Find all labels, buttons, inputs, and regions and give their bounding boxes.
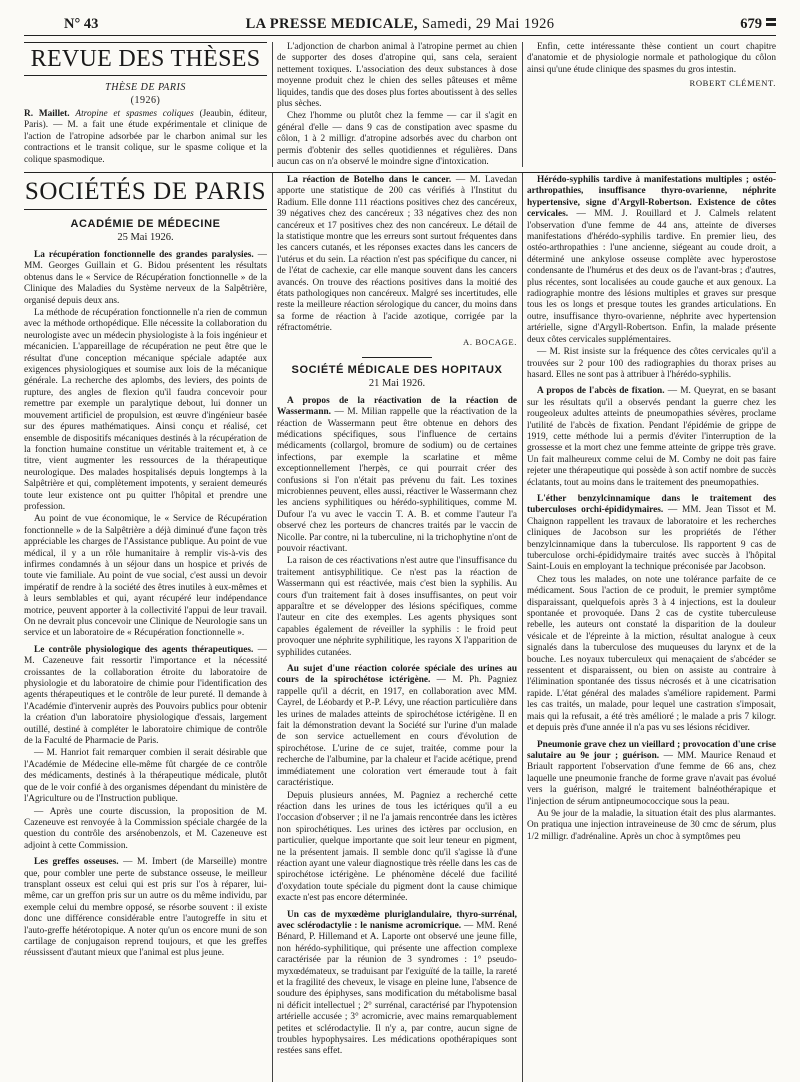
article: La récupération fonctionnelle des grandes paralysies. — MM. Georges Guillain et G. Bidou présentent les résultats obtenus dans le « Service de Récupération fonctionnelle » de la Clinique des Maladies du Système nerveux de la Salpêtrière, organisé depuis deux ans. (24, 250, 267, 306)
revue-subtitle: THÈSE DE PARIS (105, 82, 186, 93)
society-name: SOCIÉTÉ MÉDICALE DES HOPITAUX (291, 363, 503, 376)
article: Un cas de myxœdème pluriglandulaire, thyro-surrénal, avec sclérodactylie : le nanisme acromicrique. — MM. René Bénard, P. Hillemand et A. Laporte ont observé une jeune fille, non hérédo-syphilitique, qui présente une affection complexe caractérisée par la réunion de 3 syndromes : 1° pseudo-myxœdémateux, se traduisant par l'exiguïté de la taille, la rareté et la fragilité des cheveux, le visage en pleine lune, l'absence de soudure des épiphyses, sans modification du métabolisme basal ni déficit intellectuel ; 2° surrénal, caractérisé par l'hypotension artérielle accusée ; 3° acromicrie, avec mains remarquablement petites et sclérodactylie. Il n'y a, par contre, aucun signe de troubles hypophysaires. Les médications opothérapiques sont restées sans effet. (277, 909, 517, 1057)
article: Pneumonie grave chez un vieillard ; provocation d'une crise salutaire au 9e jour ; guérison. — MM. Maurice Renaud et Briault rapportent l'observation d'une femme de 66 ans, chez laquelle une pneumonie franche de forme grave n'avait pas évolué vers la guérison, malgré le traitement balnéothérapique et l'injection de sérum antipneumococcique sous la peau. (527, 739, 776, 807)
signature: A. BOCAGE. (463, 336, 517, 347)
revue-section (24, 42, 776, 167)
revue-column-2 (277, 42, 517, 167)
article-paragraph: Depuis plusieurs années, M. Pagniez a recherché cette réaction dans les urines de tous les ictériques qu'il a eu l'occasion d'observer ; il ne l'a jamais rencontrée dans les ictères non spirochétiques. Les urines des ictères par occlusion, en particulier, quelque importante que soit leur teneur en pigment, ne la présentent jamais. Il semble donc qu'il s'agisse là d'une réaction ayant une valeur diagnostique très réelle dans les cas de spirochétose ictérigène. Le phénomène décelé due facilité d'oxydation toute spéciale du pigment dont la cause chimique exacte n'est pas encore déterminée. (277, 790, 517, 904)
article: Hérédo-syphilis tardive à manifestations multiples ; ostéo-arthropathies, insuffisance thyro-ovarienne, néphrite hypertensive, signe d'Argyll-Robertson. Existence de côtes cervicales. — MM. J. Rouillard et J. Calmels relatent l'observation d'une femme de 44 ans, atteinte de diverses manifestations d'hérédo-syphilis tardive. En premier lieu, des ostéo-arthropathies : l'une ancienne, siégeant au coude droit, a déterminé une ankylose osseuse complète avec hyperostose condensante de l'humérus et des deux os de l'avant-bras ; d'autres, plus récentes, sont localisées au coude gauche et aux genoux. La radiographie montre des lésions multiples et graves sur presque tous les os longs et presque toutes les grandes articulations. En outre, insuffisance thyro-ovarienne, néphrite avec hypertension artérielle, signe d'Argyll-Robertson. Enfin, la malade présente deux côtes cervicales supplémentaires. (527, 175, 776, 345)
article-paragraph: La méthode de récupération fonctionnelle n'a rien de commun avec la méthode orthopédique. Elle nécessite la collaboration du neurologiste avec un médecin physiologiste à la fois ingénieur et mécanicien. L'appareillage de récupération ne peut être que le résultat d'une conception mécanique spéciale adaptée aux exigences physiologiques et soumise aux lois de la mécanique générale. La recherche des aplombs, des leviers, des points de rupture, des angles de flexion qu'il faudra concevoir pour remettre par exemple un paralytique debout, lui donner un mouvement artificiel de propulsion, est œuvre d'ingénieur basée sur des épures mathématiques. Ainsi conçu et réalisé, cet ensemble de dispositifs mécaniques destinés à la récupération de la fonction humaine constitue un véritable traitement et, à ce titre, vient augmenter les ressources de la thérapeutique neurologique. Des malades hospitalisés depuis longtemps à la Salpêtrière et qui, complètement impotents, y seraient demeurés toute leur existence ont pu quitter l'hôpital et prendre une profession. (24, 308, 267, 512)
thesis-paragraph: L'adjonction de charbon animal à l'atropine permet au chien de supporter des doses d'atropine qui, sans cela, seraient nettement toxiques. L'association des deux substances à dose moyenne produit chez le chien des selles pâteuses et même liquides, tandis que des doses plus fortes aboutissent à des selles plus sèches. (277, 42, 517, 110)
signature: ROBERT CLÉMENT. (689, 78, 776, 89)
article-paragraph: — M. Hanriot fait remarquer combien il serait désirable que l'Académie de Médecine elle-même fût chargée de ce contrôle des médicaments, destinés à la thérapeutique médicale, plutôt que de le voir confié à des organismes dépendant du ministère de l'Agriculture ou de l'Instruction publique. (24, 748, 267, 805)
section-title-societes: SOCIÉTÉS DE PARIS (24, 179, 267, 210)
revue-year: (1926) (130, 95, 161, 106)
article-paragraph: Au point de vue économique, le « Service de Récupération fonctionnelle » de la Salpêtrière a déjà diminué d'une façon très appréciable les charges de l'Assistance publique. Au point de vue médical, il y a un rôle humanitaire à remplir vis-à-vis des infirmes condamnés à un séjour dans un hospice et privés de toute vie familiale. Au point de vue social, c'est aussi un devoir impératif de rendre à la société des êtres inutiles à eux-mêmes et à leurs semblables et qui, ayant récupéré leur indépendance motrice, peuvent apporter à la collectivité l'appui de leur travail. On ne devrait plus concevoir une Clinique de Neurologie sans un service et un laboratoire de « Récupération fonctionnelle ». (24, 514, 267, 639)
thesis-paragraph: Chez l'homme ou plutôt chez la femme — car il s'agit en général d'elle — dans 9 cas de constipation avec spasme du côlon, 1 à 2 milligr. d'atropine adsorbés avec du charbon ont permis d'obtenir des selles quotidiennes et régulières. Dans aucun cas on n'a observé le moindre signe d'intoxication. (277, 111, 517, 167)
article-paragraph: — Après une courte discussion, la proposition de M. Cazeneuve est renvoyée à la Commission spéciale chargée de la question du contrôle des arsénobenzols, et M. Cazeneuve est adjoint à cette Commission. (24, 806, 267, 851)
article: L'éther benzylcinnamique dans le traitement des tuberculoses orchi-épididymaires. — MM. Jean Tissot et M. Chaignon rappellent les travaux de laboratoire et les recherches cliniques de Jacobson sur les propriétés de l'éther benzylcinnamique dans la tuberculose. Ils rapportent 9 cas de tuberculose orchi-épididymaire traités avec succès à l'hôpital Saint-Louis en employant la technique préconisée par Jacobson. (527, 493, 776, 573)
revue-column-3 (527, 42, 776, 167)
article: Le contrôle physiologique des agents thérapeutiques. — M. Cazeneuve fait ressortir l'importance et la nécessité croissantes de la collaboration étroite du laboratoire de physiologie et du laboratoire de chimie pour l'identification des agents thérapeutiques et le contrôle de leur pureté. Il demande à l'Académie d'intervenir auprès des Pouvoirs publics pour obtenir la création d'un laboratoire physiologique d'essais, largement outillé, destiné à compléter le laboratoire chimique de contrôle de la Faculté de Pharmacie de Paris. (24, 644, 267, 747)
societes-column-3 (527, 173, 776, 1082)
article-paragraph: La raison de ces réactivations n'est autre que l'insuffisance du traitement antisyphilitique. Ce n'est pas la réaction de Wassermann qui est réactivée, mais c'est bien la syphilis. Au cours d'un traitement fait à doses insuffisantes, on peut voir apparaître et se développer des lésions spécifiques, comme l'auteur en cite des exemples. Les agents physiques sont capables également de réveiller la syphilis : le froid peut provoquer une néphrite syphilitique, les rayons X l'apparition de syphilides cutanées. (277, 556, 517, 658)
society-name: ACADÉMIE DE MÉDECINE (70, 218, 221, 230)
column-rule (272, 42, 273, 167)
session-date: 21 Mai 1926. (368, 377, 426, 389)
article: A propos de l'abcès de fixation. — M. Queyrat, en se basant sur les résultats qu'il a observés pendant la guerre chez les rougeoleux adultes atteints de pneumopathies sévères, proclame l'utilité de l'abcès de fixation. Pendant l'épidémie de grippe de 1919, cette méthode lui a permis d'éviter l'interruption de la grossesse et la mort chez une femme atteinte de grippe très grave. Un fait malheureux comme celui de M. Comby ne doit pas faire rejeter une thérapeutique qui possède à son actif nombre de succès éclatants, tout au moins dans le traitement des pneumopathies. (527, 386, 776, 488)
article-paragraph: Au 9e jour de la maladie, la situation était des plus alarmantes. On pratiqua une injection intraveineuse de 30 cmc de sérum, plus 1/2 milligr. d'adrénaline. Après un choc à symptômes peu (527, 808, 776, 842)
column-rule (272, 173, 273, 1082)
revue-column-1 (24, 42, 267, 167)
column-rule (522, 173, 523, 1082)
article: A propos de la réactivation de la réaction de Wassermann. — M. Milian rappelle que la réactivation de la réaction de Wassermann peut être obtenue en dehors des médications spécifiques, sous l'influence de certains médicaments (collargol, bromure de sodium) ou de certaines infections, par exemple la scarlatine et même exceptionnellement l'herpès, ce qui pourrait créer des confusions si l'on n'était pas prévenu du fait. Les toxines microbiennes peuvent, elles aussi, réactiver le Wassermann chez les anciens syphilitiques ou hérédo-syphilitiques, comme M. Dufour l'a vu avec le vaccin T. A. B. et comme l'auteur l'a observé chez les porteurs de chancres traités par le vaccin de Nicolle. Par contre, ni la tuberculine, ni la trichophytine n'ont de pouvoir réactivant. (277, 395, 517, 554)
article: Les greffes osseuses. — M. Imbert (de Marseille) montre que, pour combler une perte de substance osseuse, le meilleur transplant osseux est celui qui est pris sur l'os à réparer, lui-même, car un greffon pris sur un autre os du même individu, par exemple celui du membre opposé, se résorbe souvent : il existe donc une différence considérable entre l'autogreffe in situ et l'auto-greffe hétérotopique. A noter qu'un os encore muni de son cartilage de conjugaison reprend toujours, et que les greffes réussissent d'autant mieux que l'animal est plus jeune. (24, 857, 267, 959)
societes-column-2 (277, 173, 517, 1082)
section-divider (362, 357, 432, 358)
issue-date: Samedi, 29 Mai 1926 (421, 16, 555, 32)
thesis-paragraph: Enfin, cette intéressante thèse contient un court chapitre d'anatomie et de physiologie normale et pathologique du côlon ainsi qu'une étude clinique des spasmes du gros intestin. (527, 42, 776, 75)
page-number: 679 (740, 16, 762, 32)
article: Au sujet d'une réaction colorée spéciale des urines au cours de la spirochétose ictérigène. — M. Ph. Pagniez rappelle qu'il a décrit, en 1917, en collaboration avec MM. Cayrel, de Léobardy et P.-P. Lévy, une réaction particulière dans les urines de malades atteints de spirochétose ictérigène. Il en fait la démonstration devant la Société sur l'urine d'un malade de son service actuellement en cours d'évolution de spirochétose. L'urine de ce sujet, traitée, comme pour la recherche de l'albumine, par la chaleur et l'acide acétique, prend immédiatement une coloration vert émeraude tout à fait caractéristique. (277, 664, 517, 789)
session-date: 25 Mai 1926. (117, 232, 174, 243)
article-paragraph: Chez tous les malades, on note une tolérance parfaite de ce médicament. Sous l'action de ce produit, le premier symptôme disparaissant, quelquefois après 3 à 4 injections, est la douleur spontanée et provoquée. Dans 2 cas de cystite tuberculeuse rebelle, les auteurs ont constaté la disparition de la douleur vésicale et de l'épreinte à la miction, résultat analogue à ceux signalés dans la tuberculose des muqueuses du larynx et de la bouche. Les noyaux tuberculeux qui menaçaient de s'abcéder se ressentent et disparaissent, ou bien on assiste au contraire à l'élimination spontanée des tissus nécrosés et à une cicatrisation rapide. L'état général des malades s'améliore rapidement. Parmi les cas traités, un malade, pour lequel une castration s'imposait, mais qui la refusait, a été très amélioré ; le malade a pris 7 kilogr. et depuis près d'une année il n'a pas vu ses lésions récidiver. (527, 574, 776, 734)
issue-number: N° 43 (64, 16, 99, 32)
column-rule (522, 42, 523, 167)
article: La réaction de Botelho dans le cancer. — M. Lavedan apporte une statistique de 200 cas vérifiés à l'Institut du Radium. Elle donne 111 réactions positives chez des cancéreux, 39 négatives chez des cancéreux ; 33 négatives chez des non cancéreux et 17 positives chez des non cancéreux. Le détail de la statistique montre que les erreurs sont surtout fréquentes dans les cancers cutanés, et les réponses exactes dans les cancers de l'utérus et du sein. La réaction n'est pas spécifique du cancer, ni de l'état de cachexie, car elle manque souvent dans les cancers avancés. On trouve des réactions positives dans la moitié des états pathologiques non cancéreux. Malgré ses incertitudes, elle reste la meilleure réaction sérologique du cancer, du moins dans sa forme de réaction à l'acide azotique, corrigée par la réfractométrie. (277, 175, 517, 334)
thesis-entry: R. Maillet. Atropine et spasmes coliques (Jeaubin, éditeur, Paris). — M. a fait une étude expérimentale et clinique de l'action de l'atropine adsorbée par le charbon animal sur les contractions et le transit colique, sur le spasme colique et la colique spasmodique. (24, 109, 267, 165)
journal-title: LA PRESSE MEDICALE, Samedi, 29 Mai 1926 (245, 16, 555, 32)
section-title-revue: REVUE DES THÈSES (24, 42, 267, 76)
margin-mark-icon (766, 18, 776, 28)
societes-column-1 (24, 173, 267, 1082)
societes-section (24, 172, 776, 1082)
article-paragraph: — M. Rist insiste sur la fréquence des côtes cervicales qu'il a trouvées sur 2 pour 100 des radiographies du thorax prises au hasard. Elles ne sont pas à attribuer à l'hérédo-syphilis. (527, 347, 776, 380)
running-header (24, 14, 776, 36)
